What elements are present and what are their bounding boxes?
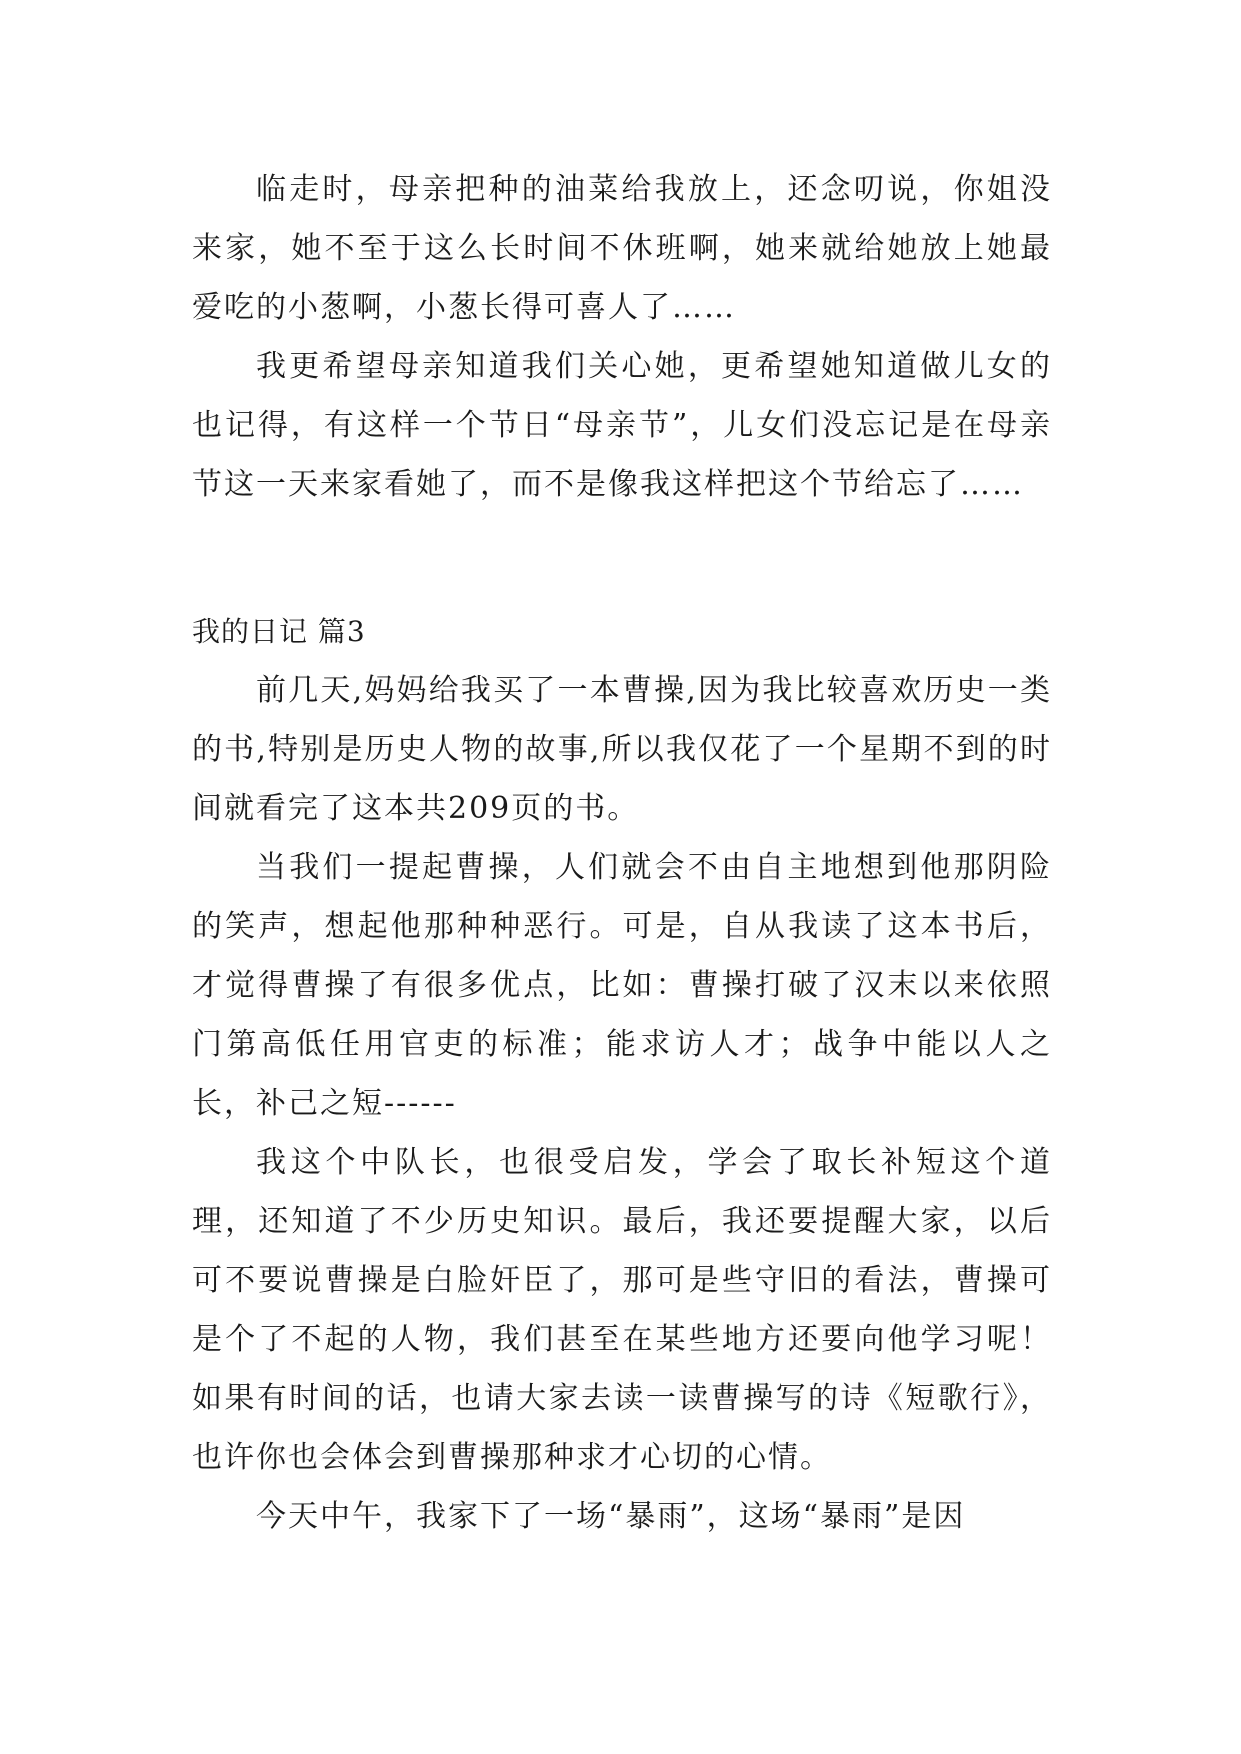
paragraph-mothers-day: 我更希望母亲知道我们关心她，更希望她知道做儿女的也记得，有这样一个节日“母亲节”，儿女们没忘记是在母亲节这一天来家看她了，而不是像我这样把这个节给忘了…… [192,349,1052,502]
document-body [192,160,1052,1546]
paragraph-cao-cao-merits: 当我们一提起曹操，人们就会不由自主地想到他那阴险的笑声，想起他那种种恶行。可是，自从我读了这本书后，才觉得曹操了有很多优点，比如：曹操打破了汉末以来依照门第高低任用官吏的标准；能求访人才；战争中能以人之长，补己之短------ [192,850,1052,1121]
paragraph-leaving-home: 临走时，母亲把种的油菜给我放上，还念叨说，你姐没来家，她不至于这么长时间不休班啊，她来就给她放上她最爱吃的小葱啊，小葱长得可喜人了…… [192,172,1052,325]
section-gap [192,514,1052,602]
paragraph-cao-cao-book: 前几天,妈妈给我买了一本曹操,因为我比较喜欢历史一类的书,特别是历史人物的故事,所以我仅花了一个星期不到的时间就看完了这本共209页的书。 [192,673,1052,826]
paragraph-lesson-learned: 我这个中队长，也很受启发，学会了取长补短这个道理，还知道了不少历史知识。最后，我还要提醒大家，以后可不要说曹操是白脸奸臣了，那可是些守旧的看法，曹操可是个了不起的人物，我们甚至在某些地方还要向他学习呢！如果有时间的话，也请大家去读一读曹操写的诗《短歌行》，也许你也会体会到曹操那种求才心切的心情。 [192,1145,1052,1475]
paragraph-rainstorm: 今天中午，我家下了一场“暴雨”，这场“暴雨”是因 [256,1499,966,1534]
section-title: 我的日记 篇3 [192,615,366,648]
